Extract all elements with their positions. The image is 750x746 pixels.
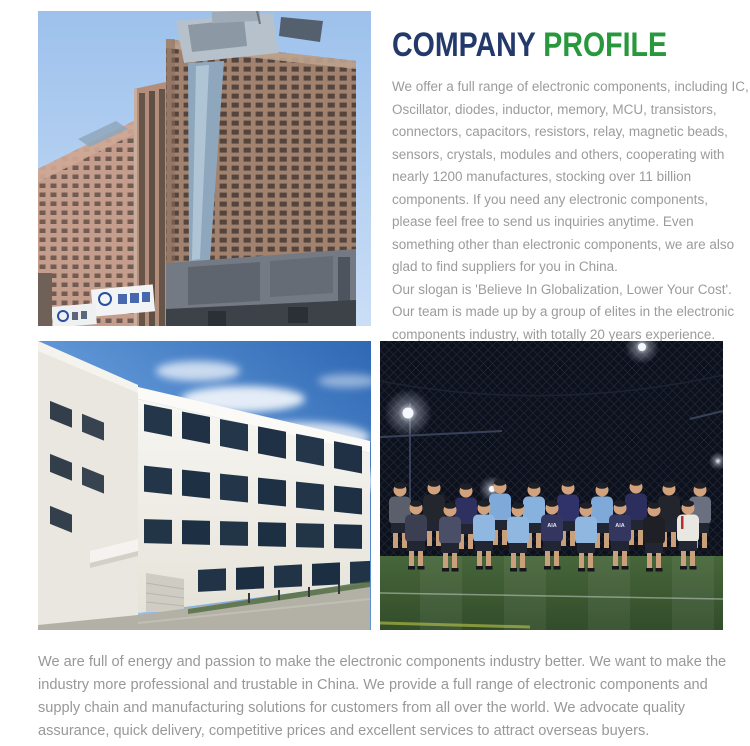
headquarters-photo-illustration — [38, 11, 371, 326]
turf — [380, 556, 723, 630]
footer-paragraph: We are full of energy and passion to make the electronic components industry better. We want to make the industry more professional and trustable in China. We provide a full range of electronic components and supply chain and manufacturing solutions for customers from all over the world. We advocate quality assurance, quick delivery, competitive prices and excellent services to attract overseas buyers. — [38, 654, 727, 739]
intro-paragraph-1: We offer a full range of electronic components, including IC, Oscillator, diodes, inductor, memory, MCU, transistors, connectors, capacitors, resistors, relay, magnetic beads, sensors, crystals, modules and others, cooperating with nearly 1200 manufactures, stocking over 11 billion components. If you need any electronic components, please feel free to send us inquiries anytime. Even something other than electronic components, we are also glad to find suppliers for you in China. — [392, 79, 749, 274]
title-word-profile: PROFILE — [543, 26, 668, 64]
headquarters-photo — [38, 11, 371, 326]
jersey-text-aia-1: AIA — [547, 523, 557, 529]
team-photo — [380, 341, 723, 630]
jersey-text-aia-2: AIA — [615, 523, 625, 529]
intro-text — [392, 76, 750, 346]
office-photo-illustration — [38, 341, 371, 630]
footer-text-section — [38, 651, 730, 743]
company-profile-text-section — [392, 28, 750, 346]
office-building-photo — [38, 341, 371, 630]
page-title — [392, 28, 693, 62]
building-left-face — [38, 341, 138, 630]
team-photo-illustration — [380, 341, 723, 630]
roller-doors — [146, 573, 184, 612]
title-word-company: COMPANY — [392, 26, 536, 64]
intro-paragraph-2: Our slogan is 'Believe In Globalization, Lower Your Cost'. Our team is made up by a group of elites in the electronic components industry, with totally 20 years experience. — [392, 281, 735, 342]
